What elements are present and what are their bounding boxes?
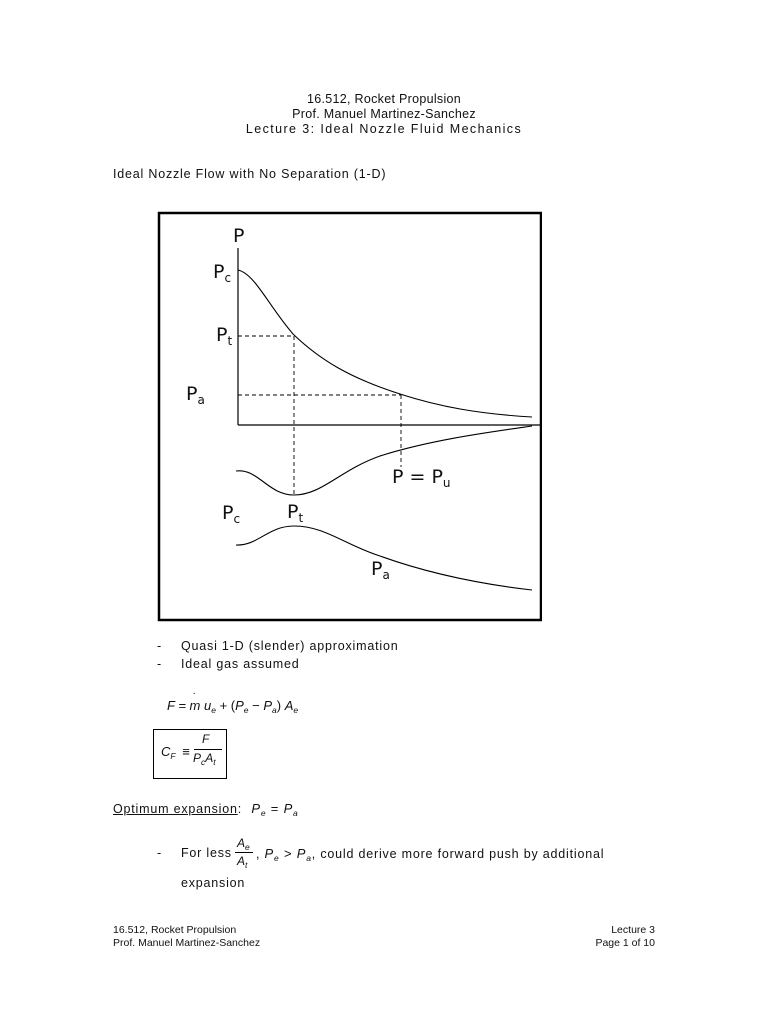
professor-name: Prof. Manuel Martinez-Sanchez: [292, 107, 476, 121]
nozzle-pt-label: $P_t$: [287, 501, 304, 525]
p-equals-pu-label: $P = P_u$: [392, 466, 451, 490]
bullet-dash-3: -: [157, 846, 162, 860]
lecture-title: Lecture 3: Ideal Nozzle Fluid Mechanics: [245, 122, 523, 136]
area-ratio-numerator: $A_e$: [237, 836, 250, 852]
nozzle-pc-label: $P_c$: [222, 502, 241, 526]
section-title: Ideal Nozzle Flow with No Separation (1-D): [113, 167, 387, 181]
nozzle-upper-wall: [236, 426, 532, 495]
p-axis-label: P: [233, 225, 245, 247]
bullet-quasi-1d: Quasi 1-D (slender) approximation: [181, 639, 399, 653]
cf-denominator: $P_cA_t$: [193, 751, 216, 767]
bullet-dash-1: -: [157, 639, 162, 653]
area-ratio-bar: [235, 852, 253, 853]
pt-label: $P_t$: [216, 324, 233, 348]
cf-numerator: F: [202, 732, 210, 746]
cf-symbol: $C_F$ ≡: [161, 744, 190, 761]
thrust-equation: F = m · $u_e + (P_e - P_a)$ $A_e$: [167, 688, 299, 715]
nozzle-pa-label: $P_a$: [371, 558, 390, 582]
pc-label: $P_c$: [213, 261, 232, 285]
area-ratio-denominator: $A_t$: [237, 854, 248, 870]
for-less-statement: , $P_e > P_a$, could derive more forward push by additional: [256, 846, 605, 863]
course-title: 16.512, Rocket Propulsion: [306, 92, 462, 106]
cf-definition-box: [153, 729, 227, 779]
footer-right: Lecture 3 Page 1 of 10: [595, 924, 655, 949]
optimum-expansion-line: Optimum expansion: $P_e = P_a$: [113, 801, 299, 818]
optimum-expansion-heading: Optimum expansion: [113, 802, 238, 816]
bullet-dash-2: -: [157, 657, 162, 671]
pa-label: $P_a$: [186, 383, 205, 407]
footer-left: 16.512, Rocket Propulsion Prof. Manuel Martinez-Sanchez: [113, 924, 261, 949]
page-number: Page 1 of 10: [595, 936, 655, 949]
bullet-ideal-gas: Ideal gas assumed: [181, 657, 300, 671]
for-less-prefix: For less: [181, 846, 232, 860]
cf-fraction-bar: [194, 749, 222, 750]
for-less-continuation: expansion: [181, 876, 246, 890]
nozzle-pressure-figure: [157, 211, 542, 622]
